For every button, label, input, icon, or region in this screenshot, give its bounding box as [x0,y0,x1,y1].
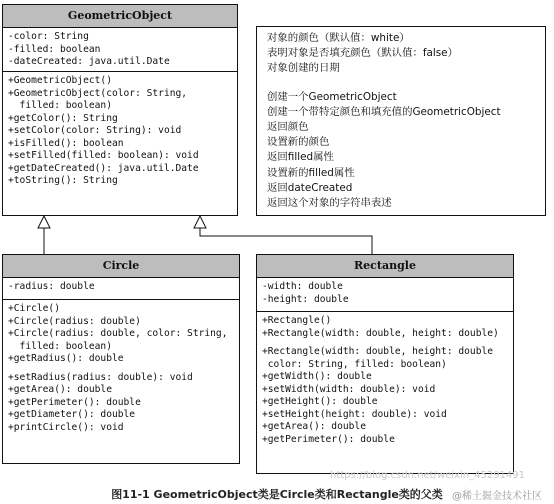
uml-method: +getPerimeter(): double [262,433,395,445]
uml-method: +setRadius(radius: double): void [8,371,193,383]
watermark-url: https://blog.csdn.net/weixin_45291491 [330,470,526,481]
note-line: 创建一个GeometricObject [267,90,397,103]
note-line: 返回这个对象的字符串表述 [267,197,392,210]
note-line: 表明对象是否填充颜色（默认值：false） [267,47,458,60]
uml-method: +setFilled(filled: boolean): void [8,150,199,161]
note-line: 返回颜色 [267,121,309,134]
uml-method: +Circle(radius: double) [8,315,141,327]
uml-method: +setColor(color: String): void [8,125,182,136]
circle-inheritance-arrowhead [38,216,50,228]
uml-field: -width: double [262,281,343,292]
uml-method: +getDiameter(): double [8,409,136,420]
uml-method: +getColor(): String [8,112,118,124]
rectangle-inheritance-arrowhead [194,216,206,228]
uml-method: +getPerimeter(): double [8,396,141,408]
note-line: 对象的颜色（默认值：white） [267,32,410,44]
figure-caption: 图11-1 GeometricObject类是Circle类和Rectangle类的父类 [111,488,443,501]
uml-field: -height: double [262,293,349,305]
uml-method: +Circle() [8,303,60,314]
note-line: 创建一个带特定颜色和填充值的GeometricObject [267,105,501,118]
rectangle-class-name: Rectangle [257,255,513,278]
uml-method: +GeometricObject() [8,75,112,86]
note-line: 设置新的filled属性 [267,166,355,179]
note-line: 返回dateCreated [267,181,353,194]
uml-method: +printCircle(): void [8,421,124,433]
uml-method: +Rectangle() [262,315,332,326]
uml-method: +getWidth(): double [262,371,372,382]
uml-method: +getHeight(): double [262,396,378,407]
note-line: 返回filled属性 [267,151,334,164]
uml-method: +isFilled(): boolean [8,137,124,149]
circle-class-name: Circle [3,255,239,278]
rectangle-inheritance-line [200,228,372,254]
uml-method: +Rectangle(width: double, height: double) [262,327,499,339]
uml-method: +getRadius(): double [8,353,124,364]
watermark-site: @稀土掘金技术社区 [452,487,542,502]
uml-field: -radius: double [8,281,95,292]
note-line: 对象创建的日期 [267,62,340,75]
uml-method: +getDateCreated(): java.util.Date [8,162,199,174]
uml-field: -dateCreated: java.util.Date [8,56,170,67]
uml-method: +setWidth(width: double): void [262,383,436,395]
uml-method: +Rectangle(width: double, height: double color: String, filled: boolean) [262,346,494,370]
uml-method: +GeometricObject(color: String, filled: boolean) [8,87,188,111]
uml-method: +Circle(radius: double, color: String, filled: boolean) [8,328,228,352]
uml-field: -filled: boolean [8,43,101,55]
uml-method: +toString(): String [8,175,118,186]
uml-method: +getArea(): double [262,421,366,432]
note-line: 设置新的颜色 [267,136,330,149]
uml-method: +setHeight(height: double): void [262,408,447,420]
geometricobject-class-name: GeometricObject [3,5,237,28]
uml-method: +getArea(): double [8,384,112,395]
uml-field: -color: String [8,31,89,42]
